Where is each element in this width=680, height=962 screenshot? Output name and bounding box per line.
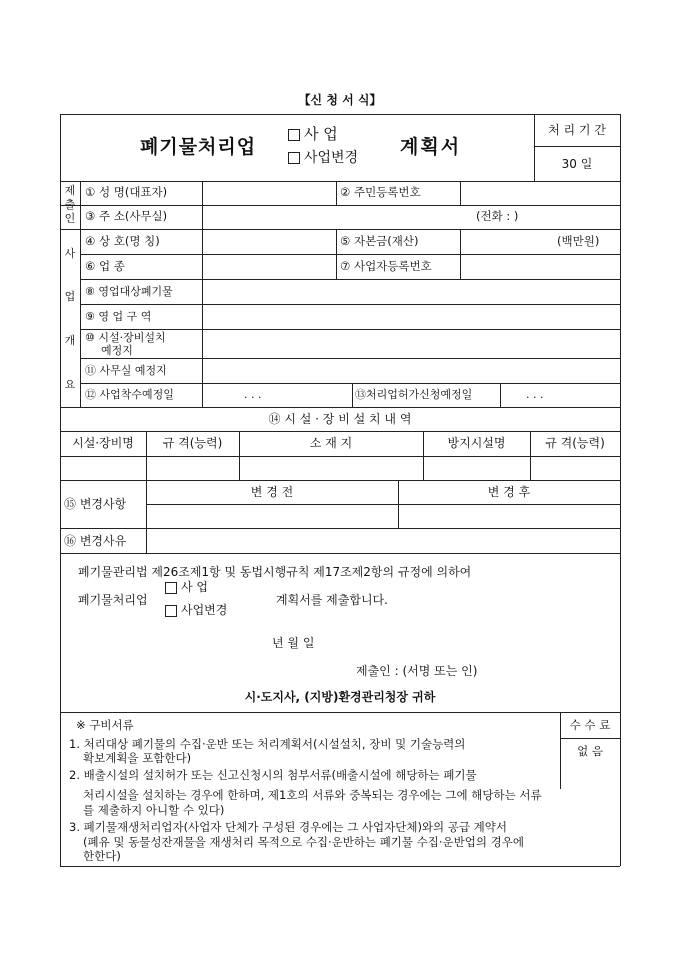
rule	[80, 383, 620, 384]
facility-col-spec: 규 격(능력)	[162, 436, 223, 450]
capital-unit: (백만원)	[557, 234, 600, 248]
attachment-item: (폐유 및 동물성잔재물을 재생처리 목적으로 수집·운반하는 폐기물 수집·운반업의 경우에	[83, 835, 524, 849]
business-label-2: 업	[64, 290, 76, 303]
change-items-label: ⑮ 변경사항	[64, 497, 127, 511]
facility-plan-label: ⑩ 시설·장비설치	[85, 331, 166, 344]
industry-field[interactable]	[203, 255, 335, 278]
facility-plan-label-2: 예정지	[101, 344, 133, 357]
attachment-item: 1. 처리대상 폐기물의 수집·운반 또는 처리계획서(시설설치, 장비 및 기술능력의	[69, 737, 466, 751]
facility-plan-field[interactable]	[203, 330, 619, 357]
business-label-3: 개	[64, 334, 76, 347]
option-business[interactable]: 사 업	[288, 127, 338, 142]
rule	[352, 383, 353, 407]
rule	[80, 181, 81, 407]
change-reason-label: ⑯ 변경사유	[64, 534, 127, 548]
phone-label: (전화 : )	[476, 209, 519, 223]
rule	[336, 181, 337, 205]
rule	[60, 480, 620, 481]
address-label: ③ 주 소(사무실)	[85, 209, 168, 223]
attachments-heading: ※ 구비서류	[76, 718, 134, 732]
start-date-label: ⑫ 사업착수예정일	[85, 388, 174, 401]
checkbox-change[interactable]	[288, 152, 300, 164]
facility-col-prevention: 방지시설명	[447, 436, 506, 450]
attachment-item: 3. 폐기물재생처리업자(사업자 단체가 구성된 경우에는 그 사업자단체)와의 공급 계약서	[69, 820, 508, 834]
attachment-item: 한한다)	[83, 849, 121, 863]
facility-col-name: 시설·장비명	[72, 436, 134, 450]
rule	[60, 407, 620, 408]
rule	[560, 738, 620, 739]
capital-label: ⑤ 자본금(재산)	[340, 234, 419, 248]
applicant-label-2: 출	[64, 198, 76, 211]
declaration-business-type: 폐기물처리업	[78, 593, 148, 607]
title-suffix: 계획서	[400, 136, 462, 158]
border-top	[60, 114, 620, 115]
border-right	[620, 114, 621, 866]
permit-date-field[interactable]: . . .	[526, 388, 544, 401]
fee-value: 없 음	[577, 744, 603, 758]
company-name-label: ④ 상 호(명 칭)	[85, 234, 160, 248]
attachment-item: 2. 배출시설의 설치허가 또는 신고신청시의 첨부서류(배출시설에 해당하는 폐기물	[69, 768, 477, 782]
office-plan-field[interactable]	[203, 359, 619, 382]
change-after-label: 변 경 후	[487, 485, 531, 499]
processing-period-value: 30 일	[561, 157, 593, 171]
attachment-item: 확보계획을 포함한다)	[83, 751, 192, 765]
declaration-submit-text: 계획서를 제출합니다.	[276, 593, 388, 607]
start-date-field[interactable]: . . .	[244, 388, 262, 401]
company-name-field[interactable]	[203, 230, 335, 253]
declaration-date[interactable]: 년 월 일	[272, 636, 315, 650]
declaration-option-business[interactable]: 사 업	[165, 581, 208, 594]
business-area-field[interactable]	[203, 305, 619, 328]
business-label-1: 사	[64, 247, 76, 260]
permit-date-label: ⑬처리업허가신청예정일	[355, 388, 473, 401]
border-left	[60, 114, 61, 866]
declaration-recipient: 시·도지사, (지방)환경관리청장 귀하	[244, 690, 436, 704]
declaration-submitter[interactable]: 제출인 : (서명 또는 인)	[356, 664, 478, 678]
facility-col-location: 소 재 지	[309, 436, 353, 450]
checkbox-declaration-business[interactable]	[165, 582, 177, 594]
industry-label: ⑥ 업 종	[85, 259, 125, 273]
fee-label: 수 수 료	[569, 718, 611, 732]
facility-row[interactable]	[61, 457, 619, 479]
name-field[interactable]	[203, 182, 335, 204]
processing-period-label: 처 리 기 간	[548, 123, 606, 137]
rule	[60, 431, 620, 432]
form-title: 폐기물처리업	[140, 136, 257, 158]
facility-col-prevention-spec: 규 격(능력)	[545, 436, 605, 450]
rule	[336, 229, 337, 279]
change-after-field[interactable]	[399, 505, 619, 527]
checkbox-declaration-change[interactable]	[165, 605, 177, 617]
target-waste-label: ⑧ 영업대상폐기물	[85, 285, 173, 298]
address-field[interactable]	[203, 206, 619, 228]
option-change[interactable]: 사업변경	[288, 151, 358, 165]
change-before-field[interactable]	[147, 505, 397, 527]
rule	[500, 383, 501, 407]
business-area-label: ⑨ 영 업 구 역	[85, 310, 152, 323]
facility-section-title: ⑭ 시 설 · 장 비 설 치 내 역	[268, 412, 412, 426]
rule	[60, 712, 620, 713]
applicant-label-1: 제	[64, 184, 76, 197]
declaration-option-change[interactable]: 사업변경	[165, 604, 227, 617]
name-label: ① 성 명(대표자)	[85, 185, 168, 199]
rule	[60, 553, 620, 554]
business-label-4: 요	[64, 378, 76, 391]
declaration-line: 폐기물관리법 제26조제1항 및 동법시행규칙 제17조제2항의 규정에 의하여	[78, 565, 472, 579]
checkbox-business[interactable]	[288, 129, 300, 141]
border-bottom	[60, 866, 620, 867]
attachment-item: 처리시설을 설치하는 경우에 한하며, 제1호의 서류와 중복되는 경우에는 그에 해당하는 서류	[83, 788, 542, 802]
rule	[534, 146, 620, 147]
change-before-label: 변 경 전	[250, 485, 294, 499]
change-reason-field[interactable]	[147, 529, 619, 552]
resident-no-field[interactable]	[461, 182, 619, 204]
applicant-label-3: 인	[64, 212, 76, 225]
resident-no-label: ② 주민등록번호	[340, 185, 421, 199]
office-plan-label: ⑪ 사무실 예정지	[85, 364, 167, 377]
form-type-label: 【신 청 서 식】	[298, 93, 382, 107]
business-reg-field[interactable]	[461, 255, 619, 278]
attachment-item: 를 제출하지 아니할 수 있다)	[83, 803, 225, 817]
target-waste-field[interactable]	[203, 280, 619, 303]
business-reg-label: ⑦ 사업자등록번호	[340, 259, 432, 273]
